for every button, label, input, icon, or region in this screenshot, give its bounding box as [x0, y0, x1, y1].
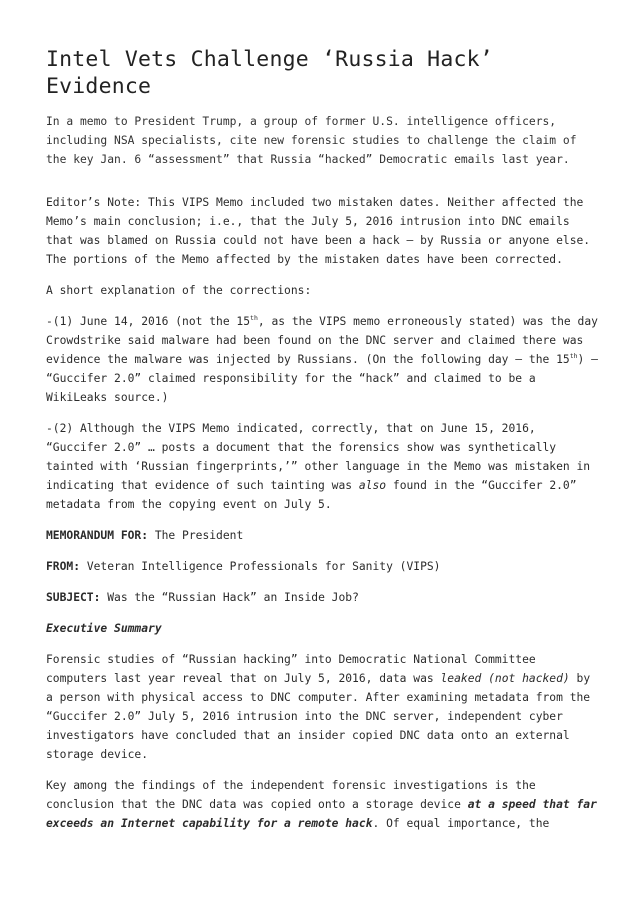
editors-note-text: This VIPS Memo included two mistaken dates. Neither affected the Memo’s main conclusion; i.e., that the July 5, 2016 intrusion into DNC emails that was blamed on Russia could not have been a hack — by Russia or anyone else. The portions of the Memo affected by the mistaken dates have been corrected.	[46, 196, 591, 266]
executive-summary-heading	[46, 619, 598, 638]
memo-for	[46, 526, 598, 545]
memo-subject	[46, 588, 598, 607]
article-title: Intel Vets Challenge ‘Russia Hack’ Evidence	[46, 47, 493, 99]
memo-for-value: The President	[148, 529, 244, 542]
key-findings-text-a: Key among the findings of the independent forensic investigations is the conclusion that the DNC data was copied onto a storage device	[46, 779, 536, 811]
executive-summary-heading-text: Executive Summary	[46, 622, 162, 635]
correction-1	[46, 312, 598, 407]
memo-subject-label: SUBJECT:	[46, 591, 101, 604]
correction-2-emphasis: also	[358, 479, 387, 492]
correction-1-text-a: -(1) June 14, 2016 (not the 15	[46, 315, 251, 328]
article-body	[46, 46, 598, 833]
correction-2	[46, 419, 598, 514]
key-findings-paragraph	[46, 776, 598, 833]
memo-from-label: FROM:	[46, 560, 81, 573]
editors-note	[46, 193, 598, 269]
forensic-paragraph-text-b: by a person with physical access to DNC computer. After examining metadata from the “Guccifer 2.0” July 5, 2016 intrusion into the DNC server, independent cyber investigators have concluded that an insider copied DNC data onto an external storage device.	[46, 672, 591, 761]
correction-1-text-c: ) — “Guccifer 2.0” claimed responsibility for the “hack” and claimed to be a WikiLeaks source.)	[46, 353, 598, 404]
correction-1-sup-b: th	[569, 352, 578, 361]
memo-from	[46, 557, 598, 576]
key-findings-emphasis: at a speed that far exceeds an Internet capability for a remote hack	[46, 798, 597, 830]
memo-for-label: MEMORANDUM FOR:	[46, 529, 149, 542]
memo-from-value: Veteran Intelligence Professionals for Sanity (VIPS)	[80, 560, 441, 573]
forensic-paragraph	[46, 650, 598, 764]
memo-subject-value: Was the “Russian Hack” an Inside Job?	[100, 591, 359, 604]
correction-1-sup-a: th	[250, 314, 258, 323]
correction-1-text-b: , as the VIPS memo erroneously stated) was the day Crowdstrike said malware had been found on the DNC server and claimed there was evidence the malware was injected by Russians. (On the following day — the 15	[46, 315, 598, 366]
correction-2-text-a: -(2) Although the VIPS Memo indicated, correctly, that on June 15, 2016, “Guccifer 2.0” … posts a document that the forensics show was synthetically tainted with ‘Russian fingerprints,’” other language in the Memo was mistaken in indicating that evidence of such tainting was	[46, 422, 591, 492]
forensic-paragraph-text-a: Forensic studies of “Russian hacking” into Democratic National Committee computers last year reveal that on July 5, 2016, data was	[46, 653, 536, 685]
correction-2-text-b: found in the “Guccifer 2.0” metadata from the copying event on July 5.	[46, 479, 577, 511]
editors-note-label: Editor’s Note:	[46, 196, 142, 209]
key-findings-text-b: . Of equal importance, the	[372, 817, 550, 830]
article-lead: In a memo to President Trump, a group of former U.S. intelligence officers, including NSA specialists, cite new forensic studies to challenge the claim of the key Jan. 6 “assessment” that Russia “hacked” Democratic emails last year.	[46, 115, 577, 166]
corrections-intro: A short explanation of the corrections:	[46, 284, 312, 297]
forensic-paragraph-emphasis: leaked (not hacked)	[440, 672, 570, 685]
